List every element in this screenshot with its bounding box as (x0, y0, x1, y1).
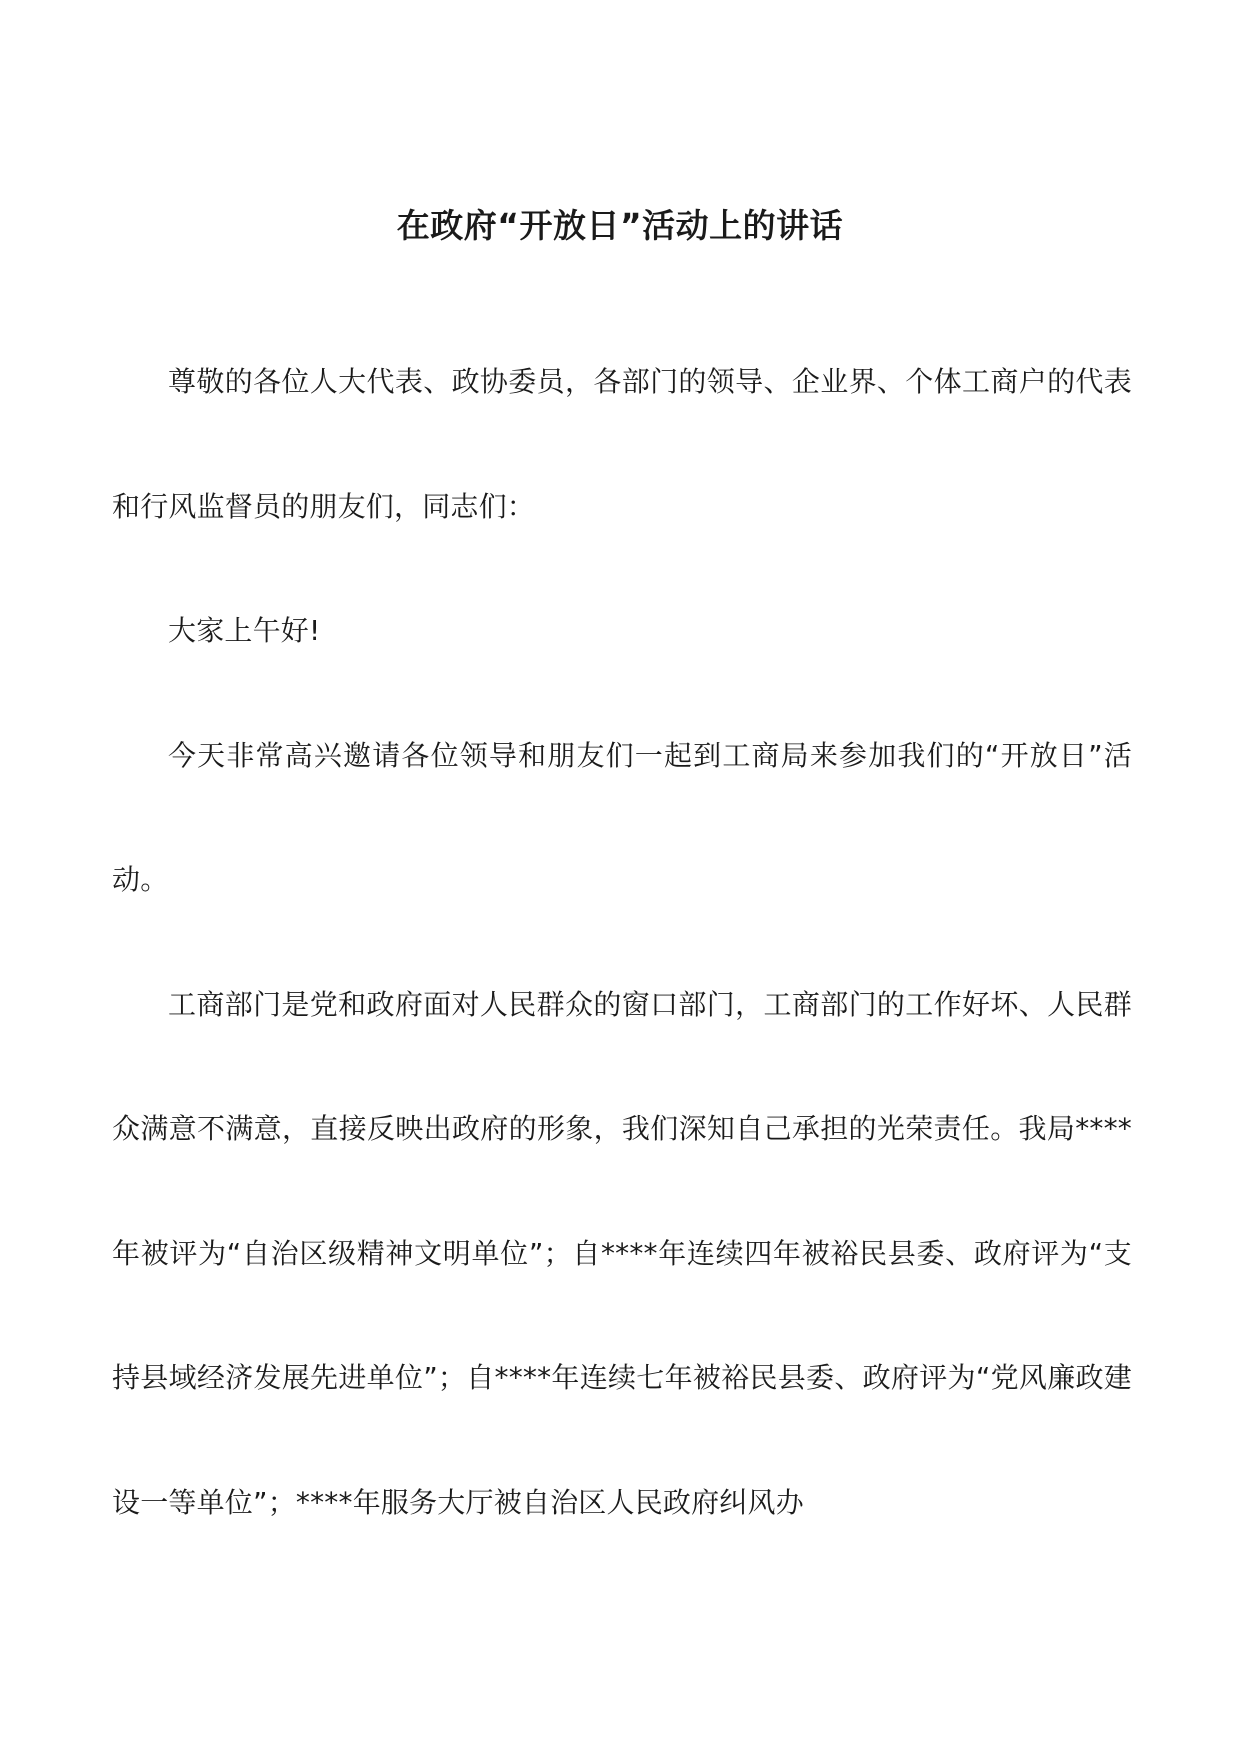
paragraph-greeting: 大家上午好! (168, 614, 321, 647)
paragraph-achievements: 工商部门是党和政府面对人民群众的窗口部门，工商部门的工作好坏、人民群众满意不满意，直接反映出政府的形象，我们深知自己承担的光荣责任。我局****年被评为“自治区级精神文明单位”；自****年连续四年被裕民县委、政府评为“支持县域经济发展先进单位”；自****年连续七年被裕民县委、政府评为“党风廉政建设一等单位”；****年服务大厅被自治区人民政府纠风办 (112, 987, 1132, 1519)
document-title: 在政府“开放日”活动上的讲话 (396, 206, 844, 245)
document-body (112, 320, 1132, 1565)
paragraph-salutation: 尊敬的各位人大代表、政协委员，各部门的领导、企业界、个体工商户的代表和行风监督员的朋友们，同志们： (112, 365, 1132, 523)
paragraph-welcome: 今天非常高兴邀请各位领导和朋友们一起到工商局来参加我们的“开放日”活动。 (112, 738, 1132, 896)
